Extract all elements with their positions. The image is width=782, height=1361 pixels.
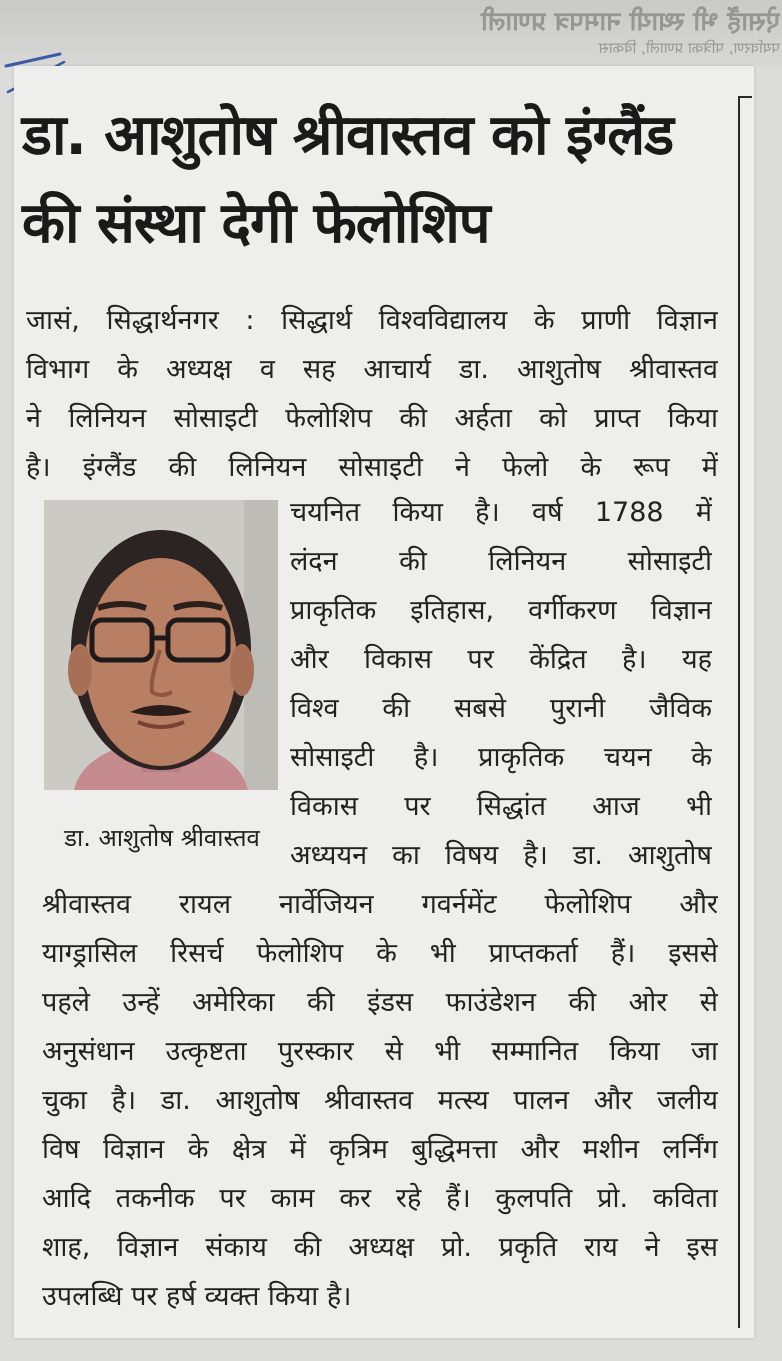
body-line: ने लिनियन सोसाइटी फेलोशिप की अर्हता को प्राप्त किया — [26, 403, 718, 434]
headline-line-2: की संस्था देगी फेलोशिप — [22, 191, 490, 256]
photo-caption: डा. आशुतोष श्रीवास्तव — [64, 824, 260, 852]
portrait-photo — [44, 500, 278, 790]
body-line: उपलब्धि पर हर्ष व्यक्त किया है। — [42, 1281, 352, 1312]
previous-page-bleed — [0, 0, 782, 68]
body-line: श्रीवास्तव रायल नार्वेजियन गवर्नमेंट फेलोशिप और — [42, 889, 718, 920]
article-body-beside-photo — [290, 488, 712, 880]
body-line: है। इंग्लैंड की लिनियन सोसाइटी ने फेलो के रूप में — [26, 452, 718, 483]
body-line: चुका है। डा. आशुतोष श्रीवास्तव मत्स्य पालन और जलीय — [42, 1085, 718, 1116]
body-line: विकास पर सिद्धांत आज भी — [290, 791, 712, 822]
body-line: प्राकृतिक इतिहास, वर्गीकरण विज्ञान — [290, 595, 712, 626]
body-line: आदि तकनीक पर काम कर रहे हैं। कुलपति प्रो. कविता — [42, 1183, 718, 1214]
body-line: लंदन की लिनियन सोसाइटी — [290, 546, 712, 577]
body-line: और विकास पर केंद्रित है। यह — [290, 644, 712, 675]
body-line: जासं, सिद्धार्थनगर : सिद्धार्थ विश्वविद्यालय के प्राणी विज्ञान — [26, 305, 718, 336]
body-line: अध्ययन का विषय है। डा. आशुतोष — [290, 840, 712, 871]
portrait-image — [44, 500, 278, 790]
column-border — [738, 96, 752, 1328]
body-line: सोसाइटी है। प्राकृतिक चयन के — [290, 742, 712, 773]
body-line: विष विज्ञान के क्षेत्र में कृत्रिम बुद्धिमत्ता और मशीन लर्निंग — [42, 1134, 718, 1165]
article-body-top — [26, 296, 718, 492]
body-line: शाह, विज्ञान संकाय की अध्यक्ष प्रो. प्रकृति राय ने इस — [42, 1232, 718, 1263]
bleed-text-line-1: ऐसाहैं भी स्थायी नामपत्र प्रणाली — [481, 7, 780, 37]
body-line: पहले उन्हें अमेरिका की इंडस फाउंडेशन की ओर से — [42, 987, 718, 1018]
article-body-bottom — [42, 880, 718, 1321]
body-line: विश्व की सबसे पुरानी जैविक — [290, 693, 712, 724]
body-line: चयनित किया है। वर्ष 1788 में — [290, 497, 712, 528]
bleed-text-line-2: पर्यावरण, पत्रिका प्रणाली, विकास — [598, 39, 780, 57]
body-line: अनुसंधान उत्कृष्टता पुरस्कार से भी सम्मानित किया जा — [42, 1036, 718, 1067]
body-line: याग्ड्रासिल रिसर्च फेलोशिप के भी प्राप्तकर्ता हैं। इससे — [42, 938, 718, 969]
headline-line-1: डा. आशुतोष श्रीवास्तव को इंग्लैंड — [22, 103, 674, 168]
article-headline — [22, 92, 734, 268]
body-line: विभाग के अध्यक्ष व सह आचार्य डा. आशुतोष श्रीवास्तव — [26, 354, 718, 385]
